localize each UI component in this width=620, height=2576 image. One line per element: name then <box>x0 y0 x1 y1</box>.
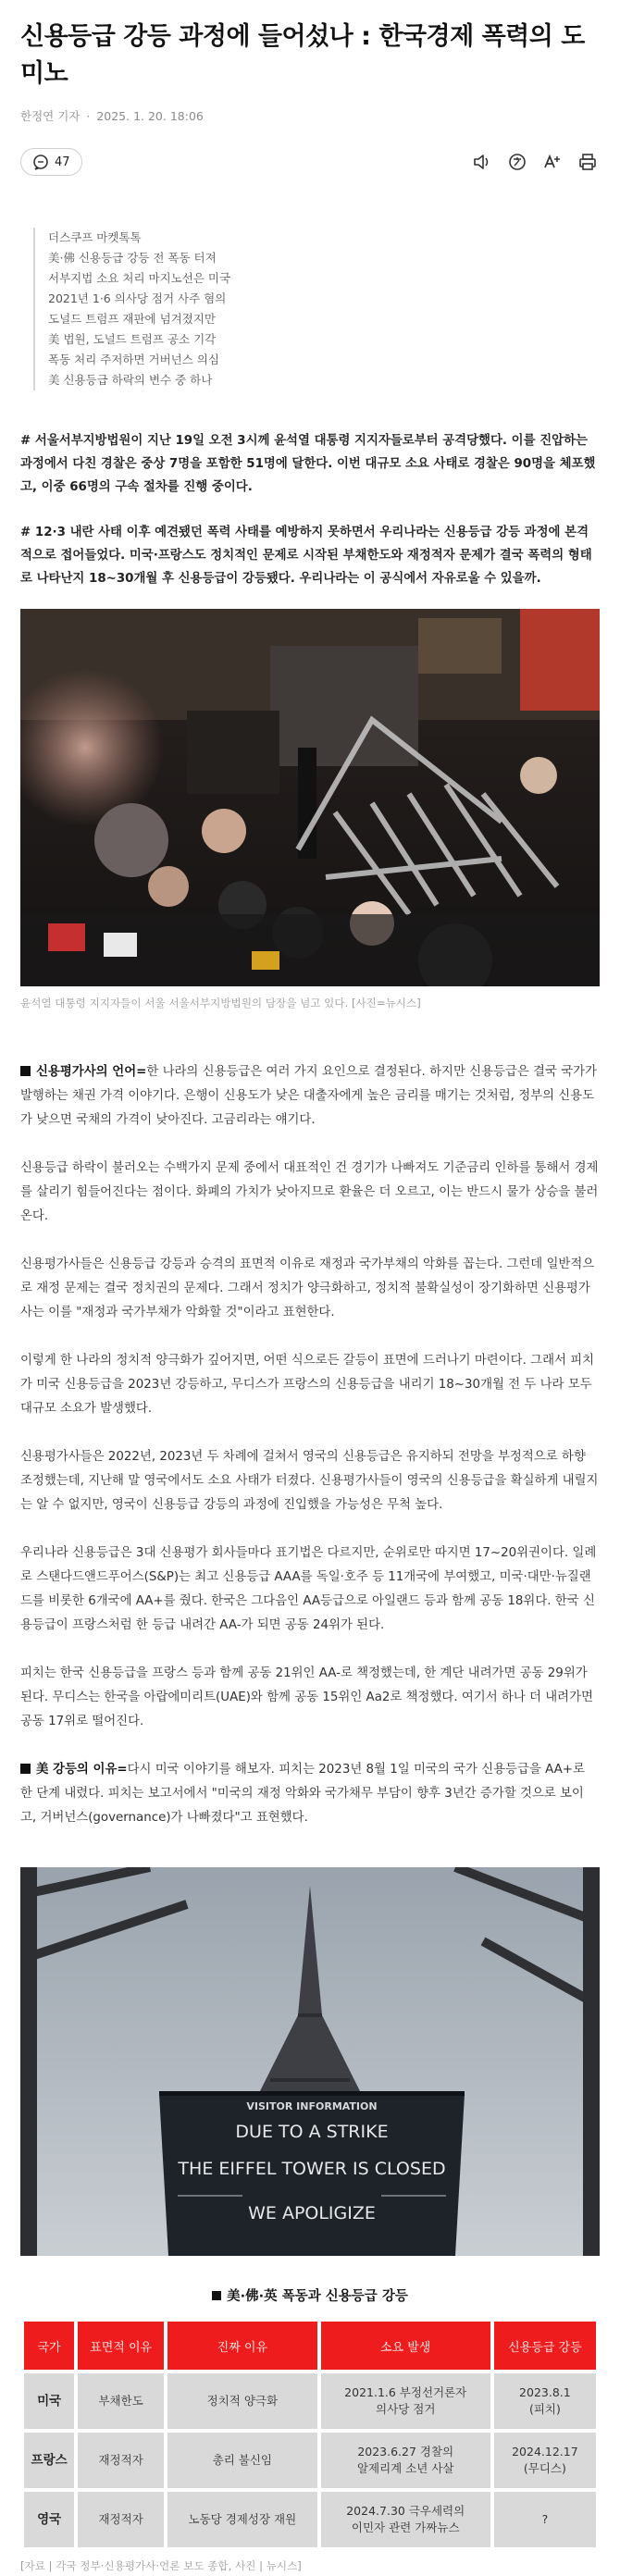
table-cell: 부채한도 <box>78 2373 164 2429</box>
table-cell: 2021.1.6 부정선거론자 의사당 점거 <box>321 2373 490 2429</box>
section-heading: 신용평가사의 언어= <box>36 1065 147 1079</box>
table-header-row <box>24 2322 596 2370</box>
summary-line: 美 법원, 도널드 트럼프 공소 기각 <box>48 332 217 346</box>
table-cell: 노동당 경제성장 재원 <box>167 2492 317 2547</box>
body-paragraph: 신용평가사들은 신용등급 강등과 승격의 표면적 이유로 재정과 국가부채의 악화를 꼽는다. 그런데 일반적으로 재정 문제는 결국 정치권의 문제다. 그래서 정치가 양극화하고, 정치적 불확실성이 장기화하면 신용평가사는 이를 "재정과 국가부채가 악화할 것"이라고 표현한다. <box>20 1257 595 1319</box>
translate-button[interactable] <box>505 150 529 174</box>
speaker-icon <box>472 152 492 172</box>
article-title: 신용등급 강등 과정에 들어섰나 : 한국경제 폭력의 도미노 <box>20 22 585 88</box>
body-paragraph: 신용등급 하락이 불러오는 수백가지 문제 중에서 대표적인 건 경기가 나빠져도 기준금리 인하를 통해서 경제를 살리기 힘들어진다는 점이다. 화폐의 가치가 낮아지므로 환율은 더 오르고, 이는 반드시 물가 상승을 불러온다. <box>20 1161 599 1223</box>
comment-button[interactable] <box>20 148 82 176</box>
summary-line: 2021년 1·6 의사당 점거 사주 혐의 <box>48 291 227 305</box>
table-cell: 2024.7.30 극우세력의 이민자 관련 가짜뉴스 <box>321 2492 490 2547</box>
body-paragraph: 우리나라 신용등급은 3대 신용평가 회사들마다 표기법은 다르지만, 순위로만 따지면 17~20위권이다. 일례로 스탠다드앤드푸어스(S&P)는 최고 신용등급 AAA를 독일·호주 등 11개국에 부여했고, 미국·대만·뉴질랜드를 비롯한 6개국에 AA+를 줬다. 한국은 그다음인 AA등급으로 아일랜드 등과 함께 공동 18위다. 한국 신용등급이 프랑스처럼 한 등급 내려간 AA-가 되면 공동 24위가 된다. <box>20 1546 597 1632</box>
body-paragraph: 美 강등의 이유=다시 미국 이야기를 해보자. 피치는 2023년 8월 1일 미국의 국가 신용등급을 AA+로 한 단계 내렸다. 피치는 보고서에서 "미국의 재정 악화와 국가채무 부담이 향후 3년간 증가할 것으로 보이고, 거버넌스(governance)가 나빠졌다"고 표현했다. <box>20 1763 585 1825</box>
section-marker-icon <box>212 2291 221 2300</box>
protest-photo <box>20 609 600 986</box>
table-row <box>24 2433 596 2488</box>
body-paragraph: 신용평가사의 언어=한 나라의 신용등급은 여러 가지 요인으로 결정된다. 하지만 신용등급은 결국 국가가 발행하는 채권 가격 이야기다. 은행이 신용도가 낮은 대출자에게 높은 금리를 매기는 것처럼, 정부의 신용도가 낮으면 국채의 가격이 낮아진다. 고금리라는 얘기다. <box>20 1065 597 1127</box>
table-cell: 재정적자 <box>78 2433 164 2488</box>
lead-paragraph: # 12·3 내란 사태 이후 예견됐던 폭력 사태를 예방하지 못하면서 우리나라는 신용등급 강등 과정에 본격적으로 접어들었다. 미국·프랑스도 정치적인 문제로 시작된 부채한도와 재정적자 문제가 결국 폭력의 형태로 나타난지 18~30개월 후 신용등급이 강등됐다. 우리나라는 이 공식에서 자유로울 수 있을까. <box>20 526 592 586</box>
column-header: 표면적 이유 <box>78 2322 164 2370</box>
tool-icons <box>470 150 600 174</box>
lead-paragraph: # 서울서부지방법원이 지난 19일 오전 3시께 윤석열 대통령 지지자들로부터 공격당했다. 이를 진압하는 과정에서 다친 경찰은 중상 7명을 포함한 51명에 달한다. 이번 대규모 소요 사태로 경찰은 90명을 체포했고, 이중 66명의 구속 절차를 진행 중이다. <box>20 434 596 494</box>
table-source: [자료 | 각국 정부·신용평가사·언론 보도 종합, 사진 | 뉴시스] <box>20 2559 302 2572</box>
author: 한정연 기자 <box>20 109 81 123</box>
table-cell: 프랑스 <box>24 2433 74 2488</box>
comment-count: 47 <box>55 155 70 169</box>
translate-icon <box>507 152 527 172</box>
body-paragraph: 피치는 한국 신용등급을 프랑스 등과 함께 공동 21위인 AA-로 책정했는데, 한 계단 내려가면 공동 29위가 된다. 무디스는 한국을 아랍에미리트(UAE)와 함께 공동 15위인 Aa2로 책정했다. 여기서 하나 더 내려가면 공동 17위로 떨어진다. <box>20 1666 593 1728</box>
riot-rating-table <box>20 2318 600 2551</box>
table-title: 美·佛·英 폭동과 신용등급 강등 <box>20 2285 600 2305</box>
summary-line: 도널드 트럼프 재판에 넘겨졌지만 <box>48 312 216 326</box>
sign-line2: THE EIFFEL TOWER IS CLOSED <box>178 2159 446 2179</box>
print-icon <box>577 152 598 172</box>
table-cell: 재정적자 <box>78 2492 164 2547</box>
section-marker-icon <box>20 1066 31 1076</box>
summary-line: 美 신용등급 하락의 변수 중 하나 <box>48 373 213 387</box>
sign-line3: WE APOLIGIZE <box>248 2203 376 2223</box>
listen-button[interactable] <box>470 150 494 174</box>
summary-line: 폭동 처리 주저하면 거버넌스 의심 <box>48 353 219 366</box>
table-row <box>24 2492 596 2547</box>
font-size-button[interactable] <box>540 150 564 174</box>
comment-icon <box>32 154 49 170</box>
table-cell: ? <box>494 2492 596 2547</box>
table-cell: 영국 <box>24 2492 74 2547</box>
eiffel-photo <box>20 1867 600 2256</box>
summary-line: 더스쿠프 마켓톡톡 <box>48 230 142 244</box>
sign-header: VISITOR INFORMATION <box>246 2100 378 2112</box>
table-cell: 미국 <box>24 2373 74 2429</box>
column-header: 국가 <box>24 2322 74 2370</box>
byline: 한정연 기자 · 2025. 1. 20. 18:06 <box>20 109 204 123</box>
summary-line: 美·佛 신용등급 강등 전 폭동 터져 <box>48 251 217 265</box>
publish-date: 2025. 1. 20. 18:06 <box>96 109 204 123</box>
article-toolbar <box>20 146 600 178</box>
table-cell: 2023.8.1 (피치) <box>494 2373 596 2429</box>
column-header: 진짜 이유 <box>167 2322 317 2370</box>
table-cell: 정치적 양극화 <box>167 2373 317 2429</box>
section-marker-icon <box>20 1764 31 1774</box>
column-header: 소요 발생 <box>321 2322 490 2370</box>
body-paragraph: 이렇게 한 나라의 정치적 양극화가 깊어지면, 어떤 식으로든 갈등이 표면에 드러나기 마련이다. 그래서 피치가 미국 신용등급을 2023년 강등하고, 무디스가 프랑스의 신용등급을 내리기 18~30개월 전 두 나라 모두 대규모 소요가 발생했다. <box>20 1354 595 1416</box>
column-header: 신용등급 강등 <box>494 2322 596 2370</box>
protest-photo-illustration <box>20 609 600 986</box>
eiffel-photo-illustration <box>20 1867 600 2256</box>
body-paragraph: 신용평가사들은 2022년, 2023년 두 차례에 걸쳐서 영국의 신용등급은 유지하되 전망을 부정적으로 하향 조정했는데, 지난해 말 영국에서도 소요 사태가 터졌다. 신용평가사들이 영국의 신용등급을 확실하게 내릴지는 알 수 없지만, 영국이 신용등급 강등의 과정에 진입했을 가능성은 무척 높다. <box>20 1450 599 1512</box>
section-heading: 美 강등의 이유= <box>36 1763 128 1777</box>
summary-line: 서부지법 소요 처리 마지노선은 미국 <box>48 271 231 285</box>
article-summary <box>33 228 600 390</box>
table-cell: 총리 불신임 <box>167 2433 317 2488</box>
font-size-icon <box>542 152 563 172</box>
print-button[interactable] <box>576 150 600 174</box>
table-row <box>24 2373 596 2429</box>
table-cell: 2024.12.17 (무디스) <box>494 2433 596 2488</box>
table-cell: 2023.6.27 경찰의 알제리계 소년 사살 <box>321 2433 490 2488</box>
photo-caption: 윤석열 대통령 지지자들이 서울 서울서부지방법원의 담장을 넘고 있다. [사진=뉴시스] <box>20 997 421 1009</box>
sign-line1: DUE TO A STRIKE <box>235 2122 389 2142</box>
